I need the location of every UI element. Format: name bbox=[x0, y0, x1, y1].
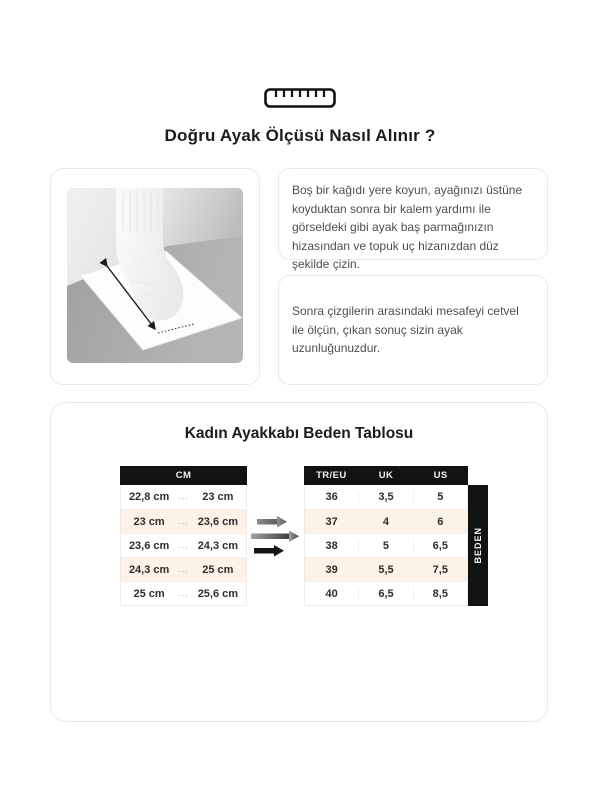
cm-to: 25,6 cm bbox=[197, 587, 239, 600]
cm-from: 22,8 cm bbox=[128, 491, 170, 503]
size-tr-eu: 36 bbox=[325, 491, 338, 503]
cm-to: 23,6 cm bbox=[197, 515, 239, 528]
cm-table-body bbox=[120, 485, 247, 606]
size-us: 6 bbox=[413, 516, 467, 528]
size-table-row bbox=[305, 485, 467, 509]
instruction-step2-text: Sonra çizgilerin arasındaki mesafeyi cetvel ile ölçün, çıkan sonuç sizin ayak uzunluğunuzdur. bbox=[292, 304, 519, 356]
page-title: Doğru Ayak Ölçüsü Nasıl Alınır ? bbox=[164, 126, 436, 145]
cm-from: 23 cm bbox=[133, 515, 165, 528]
size-uk: 4 bbox=[358, 516, 412, 528]
col-header-uk: UK bbox=[378, 470, 394, 481]
size-table-row bbox=[305, 581, 467, 605]
cm-table-row bbox=[121, 581, 246, 605]
range-separator: ... bbox=[178, 491, 189, 501]
cm-to: 23 cm bbox=[202, 491, 234, 503]
size-tr-eu: 37 bbox=[325, 515, 338, 528]
cm-table bbox=[120, 466, 247, 606]
intl-size-table bbox=[304, 466, 468, 606]
range-separator: ... bbox=[178, 539, 189, 550]
convert-arrows-icon bbox=[251, 515, 299, 560]
col-header-us: US bbox=[433, 470, 448, 481]
size-uk: 5 bbox=[358, 540, 412, 552]
cm-table-row bbox=[121, 509, 246, 533]
foot-measurement-photo bbox=[67, 188, 243, 363]
beden-side-label bbox=[468, 485, 488, 606]
intl-size-table-header bbox=[304, 466, 468, 485]
size-table-card bbox=[50, 402, 548, 722]
size-us: 6,5 bbox=[413, 540, 467, 552]
size-tr-eu: 40 bbox=[325, 587, 338, 600]
range-separator: ... bbox=[178, 587, 189, 598]
size-tr-eu: 39 bbox=[325, 563, 338, 576]
cm-table-row bbox=[121, 557, 246, 581]
beden-side-label-text: BEDEN bbox=[473, 527, 483, 564]
size-us: 5 bbox=[413, 491, 467, 503]
size-uk: 6,5 bbox=[358, 588, 412, 600]
cm-from: 23,6 cm bbox=[128, 539, 170, 552]
cm-from: 25 cm bbox=[133, 587, 165, 600]
cm-table-row bbox=[121, 485, 246, 509]
size-table-row bbox=[305, 557, 467, 581]
cm-to: 25 cm bbox=[202, 563, 234, 576]
instruction-card-2 bbox=[278, 275, 548, 385]
cm-table-row bbox=[121, 533, 246, 557]
size-uk: 5,5 bbox=[358, 564, 412, 576]
ruler-icon bbox=[0, 88, 600, 108]
size-table-row bbox=[305, 509, 467, 533]
size-table-row bbox=[305, 533, 467, 557]
foot-photo-card bbox=[50, 168, 260, 385]
cm-table-header: CM bbox=[120, 466, 247, 485]
cm-to: 24,3 cm bbox=[197, 539, 239, 552]
range-separator: ... bbox=[178, 515, 189, 526]
instruction-step1-text: Boş bir kağıdı yere koyun, ayağınızı üstüne koyduktan sonra bir kalem yardımı ile görseldeki gibi ayak baş parmağınızın hizasından ve topuk uç hizanızdan düz şekilde çizin. bbox=[292, 183, 523, 272]
range-separator: ... bbox=[178, 563, 189, 574]
intl-size-table-body bbox=[304, 485, 468, 606]
size-section-title: Kadın Ayakkabı Beden Tablosu bbox=[184, 425, 414, 442]
size-us: 7,5 bbox=[413, 564, 467, 576]
size-uk: 3,5 bbox=[358, 491, 412, 503]
size-tr-eu: 38 bbox=[325, 539, 338, 552]
cm-from: 24,3 cm bbox=[128, 563, 170, 576]
instruction-card-1 bbox=[278, 168, 548, 272]
col-header-tr-eu: TR/EU bbox=[316, 470, 347, 481]
size-us: 8,5 bbox=[413, 588, 467, 600]
